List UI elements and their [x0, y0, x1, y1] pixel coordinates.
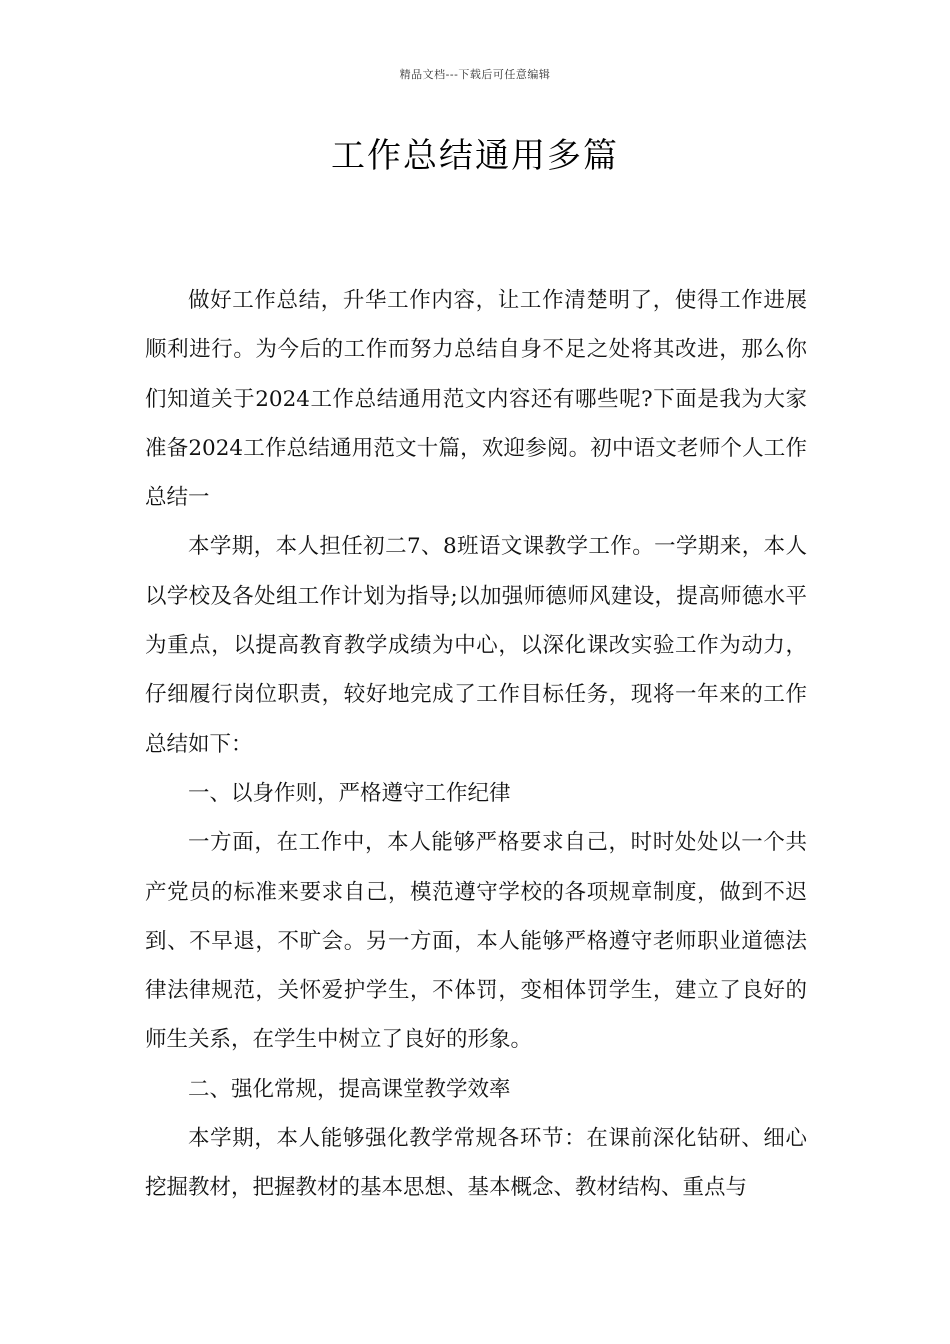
- document-body: [145, 276, 807, 1213]
- page-title: 工作总结通用多篇: [331, 136, 619, 176]
- section-heading-1: 一、以身作则，严格遵守工作纪律: [188, 780, 511, 806]
- section-heading-2: 二、强化常规，提高课堂教学效率: [188, 1076, 511, 1102]
- paragraph-teaching: 本学期，本人能够强化教学常规各环节：在课前深化钻研、细心挖掘教材，把握教材的基本思想、基本概念、教材结构、重点与: [145, 1126, 807, 1201]
- paragraph-discipline: 一方面，在工作中，本人能够严格要求自己，时时处处以一个共产党员的标准来要求自己，模范遵守学校的各项规章制度，做到不迟到、不早退，不旷会。另一方面，本人能够严格遵守老师职业道德法律法律规范，关怀爱护学生，不体罚，变相体罚学生，建立了良好的师生关系，在学生中树立了良好的形象。: [145, 830, 807, 1053]
- header-note: 精品文档---下载后可任意编辑: [399, 68, 551, 81]
- paragraph-semester: 本学期，本人担任初二7、8班语文课教学工作。一学期来，本人以学校及各处组工作计划为指导;以加强师德师风建设，提高师德水平为重点，以提高教育教学成绩为中心，以深化课改实验工作为动力，仔细履行岗位职责，较好地完成了工作目标任务，现将一年来的工作总结如下：: [145, 534, 807, 757]
- paragraph-intro: 做好工作总结，升华工作内容，让工作清楚明了，使得工作进展顺利进行。为今后的工作而努力总结自身不足之处将其改进，那么你们知道关于2024工作总结通用范文内容还有哪些呢?下面是我为大家准备2024工作总结通用范文十篇，欢迎参阅。初中语文老师个人工作总结一: [145, 288, 807, 511]
